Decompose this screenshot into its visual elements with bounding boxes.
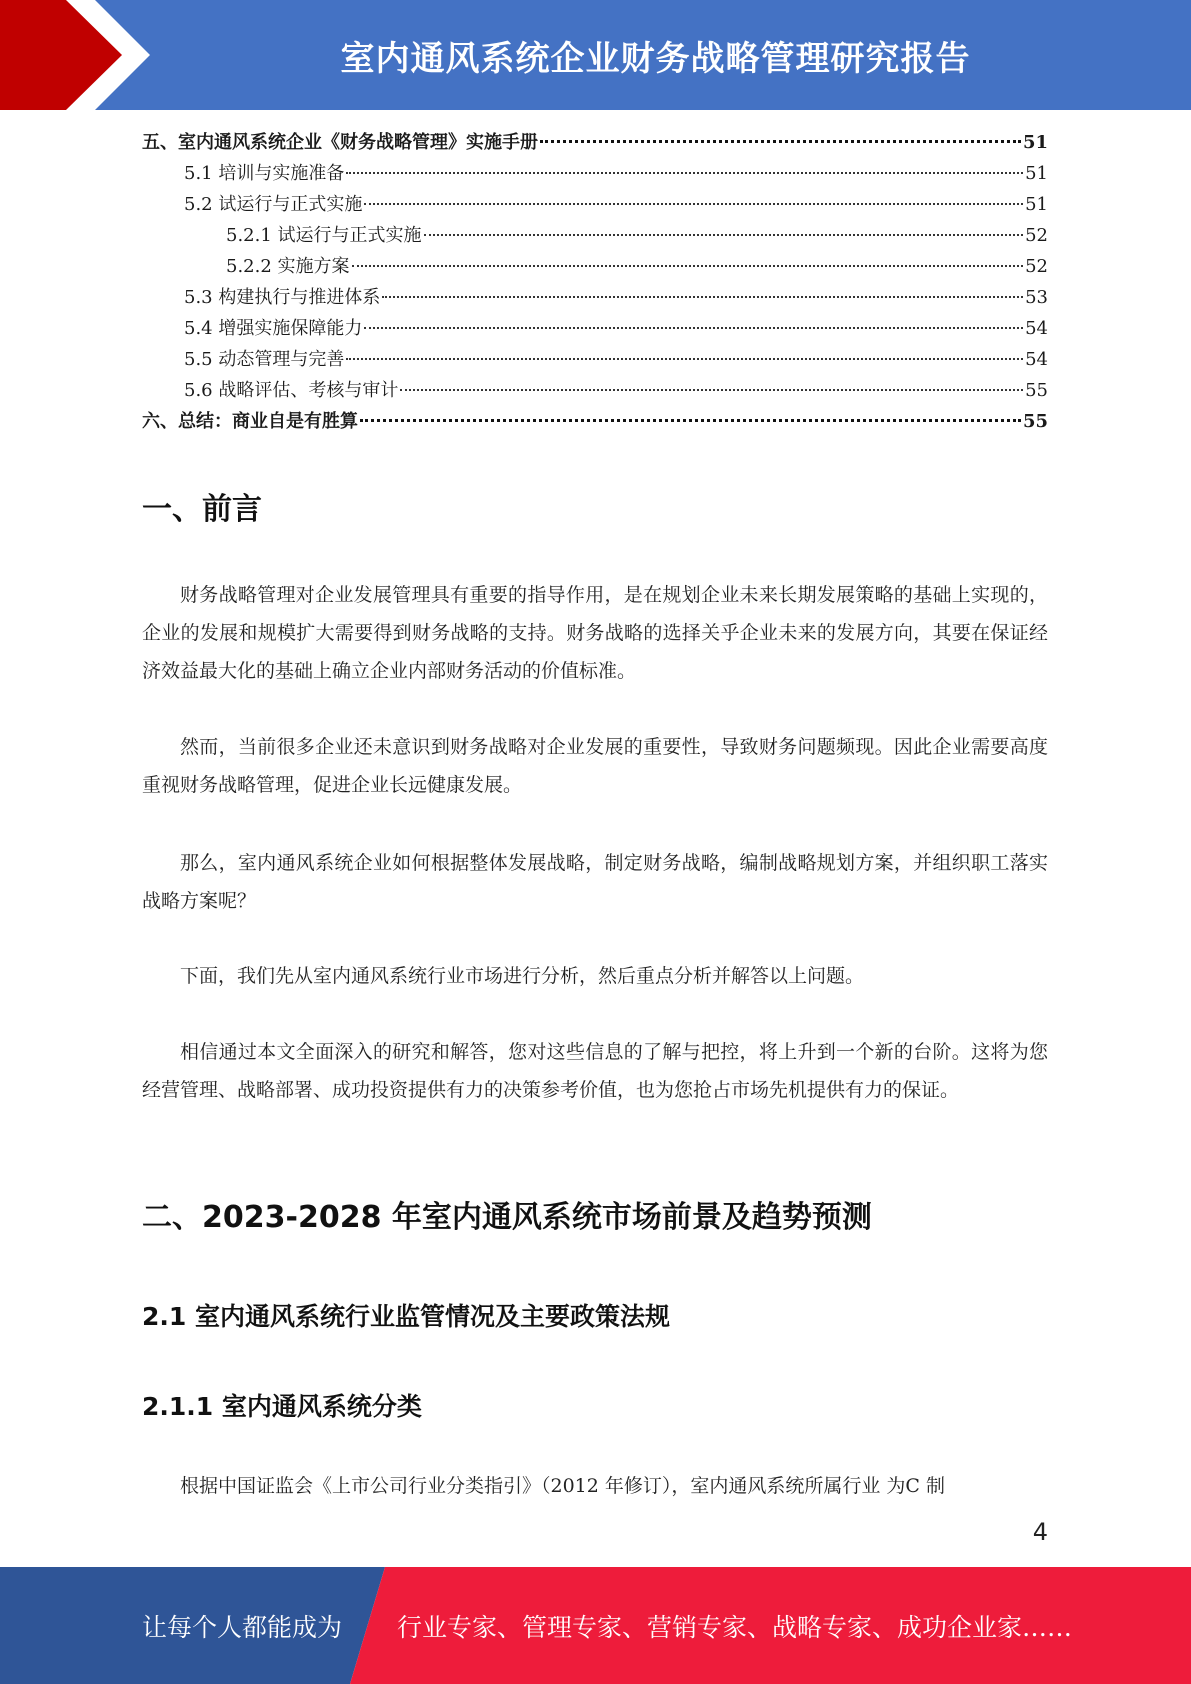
toc-entry[interactable] [142,251,1048,282]
toc-entry-page: 52 [1025,225,1048,246]
toc-dot-leader [364,203,1023,205]
paragraph-1: 财务战略管理对企业发展管理具有重要的指导作用，是在规划企业未来长期发展策略的基础上实现的，企业的发展和规模扩大需要得到财务战略的支持。财务战略的选择关乎企业未来的发展方向，其要在保证经济效益最大化的基础上确立企业内部财务活动的价值标准。 [142,584,1048,682]
toc-entry-page: 51 [1025,163,1048,184]
toc-entry-label: 5.2.1 试运行与正式实施 [226,225,422,246]
footer-banner [0,1567,1191,1684]
toc-dot-leader [352,265,1024,267]
toc-entry-page: 54 [1025,349,1048,370]
toc-entry-label: 六、总结：商业自是有胜算 [142,411,358,432]
toc-entry-label: 5.5 动态管理与完善 [184,349,345,370]
toc-entry[interactable] [142,344,1048,375]
toc-entry[interactable] [142,158,1048,189]
heading-section-2-1: 2.1 室内通风系统行业监管情况及主要政策法规 [142,1302,670,1331]
toc-dot-leader [364,327,1023,329]
footer-slogan-left: 让每个人都能成为 [142,1612,343,1642]
heading-preface: 一、前言 [142,492,262,527]
toc-entry-label: 5.2.2 实施方案 [226,256,350,277]
toc-entry[interactable] [142,282,1048,313]
toc-entry-page: 52 [1025,256,1048,277]
toc-entry[interactable] [142,189,1048,220]
table-of-contents [142,127,1048,437]
paragraph-2: 然而，当前很多企业还未意识到财务战略对企业发展的重要性，导致财务问题频现。因此企业需要高度重视财务战略管理，促进企业长远健康发展。 [142,736,1048,796]
heading-market-forecast: 二、2023-2028 年室内通风系统市场前景及趋势预测 [142,1200,872,1235]
toc-entry-label: 5.4 增强实施保障能力 [184,318,363,339]
toc-entry-page: 51 [1022,132,1048,153]
toc-dot-leader [400,389,1023,391]
toc-entry[interactable] [142,375,1048,406]
toc-entry-page: 55 [1022,411,1048,432]
toc-dot-leader [540,140,1021,143]
toc-entry-label: 5.6 战略评估、考核与审计 [184,380,399,401]
paragraph-3: 那么，室内通风系统企业如何根据整体发展战略，制定财务战略，编制战略规划方案，并组织职工落实战略方案呢？ [142,852,1048,912]
toc-entry-label: 5.3 构建执行与推进体系 [184,287,381,308]
toc-entry[interactable] [142,313,1048,344]
toc-dot-leader [424,234,1024,236]
heading-section-2-1-1: 2.1.1 室内通风系统分类 [142,1392,422,1421]
chevron-arrow-icon [0,0,160,110]
toc-entry-label: 5.1 培训与实施准备 [184,163,345,184]
toc-entry-page: 51 [1025,194,1048,215]
toc-dot-leader [346,358,1023,360]
toc-entry-page: 54 [1025,318,1048,339]
paragraph-classification: 根据中国证监会《上市公司行业分类指引》（2012 年修订），室内通风系统所属行业 为C 制 [180,1475,946,1497]
toc-dot-leader [360,419,1021,422]
toc-entry-page: 53 [1025,287,1048,308]
toc-entry[interactable] [142,406,1048,437]
paragraph-4: 下面，我们先从室内通风系统行业市场进行分析，然后重点分析并解答以上问题。 [180,965,865,987]
toc-entry[interactable] [142,127,1048,158]
toc-entry-label: 5.2 试运行与正式实施 [184,194,363,215]
footer-slogan-right: 行业专家、管理专家、营销专家、战略专家、成功企业家…… [397,1612,1073,1642]
toc-dot-leader [346,172,1023,174]
report-title: 室内通风系统企业财务战略管理研究报告 [340,38,971,79]
paragraph-5: 相信通过本文全面深入的研究和解答，您对这些信息的了解与把控，将上升到一个新的台阶。这将为您经营管理、战略部署、成功投资提供有力的决策参考价值，也为您抢占市场先机提供有力的保证。 [142,1041,1048,1101]
toc-entry[interactable] [142,220,1048,251]
toc-entry-page: 55 [1025,380,1048,401]
header-banner [0,0,1191,110]
toc-entry-label: 五、室内通风系统企业《财务战略管理》实施手册 [142,132,538,153]
toc-dot-leader [382,296,1023,298]
page-number: 4 [1032,1518,1048,1546]
